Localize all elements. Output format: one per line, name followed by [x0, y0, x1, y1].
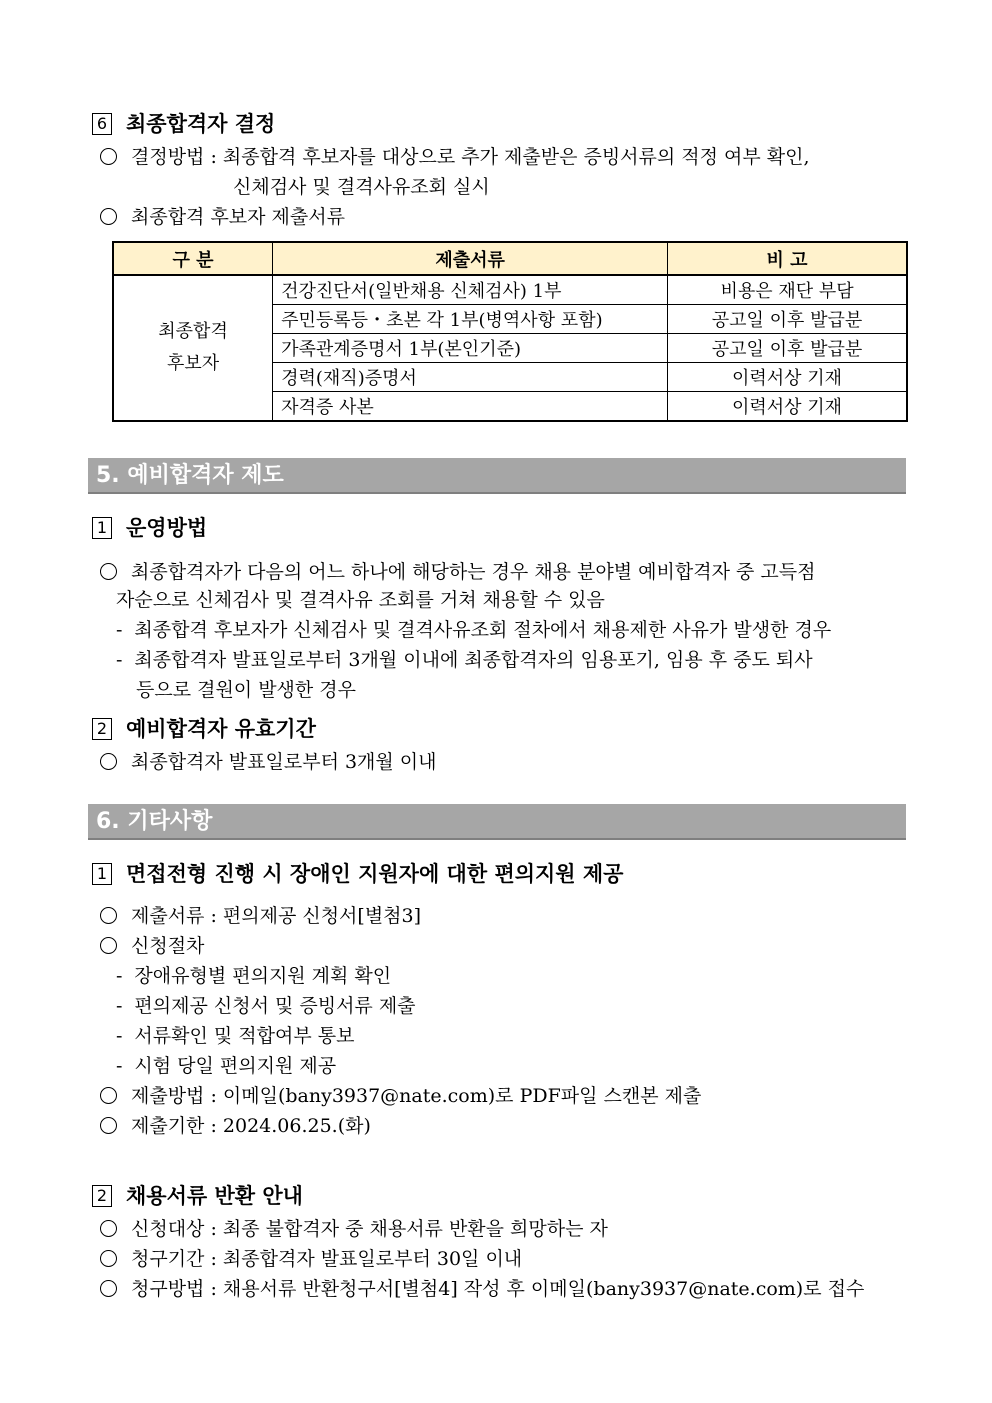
dash-bullet-icon: -: [116, 965, 123, 987]
heading-title: 운영방법: [126, 515, 208, 540]
dash-item: [116, 645, 813, 675]
circle-bullet-icon: [100, 148, 117, 165]
heading-final-decision: [92, 108, 275, 140]
bullet-deadline: [100, 1111, 371, 1141]
number-box: 2: [92, 718, 112, 740]
heading-title: 채용서류 반환 안내: [126, 1183, 303, 1208]
number-box: 1: [92, 517, 112, 539]
bullet-text: 제출기한 : 2024.06.25.(화): [131, 1115, 371, 1137]
header-note: 비 고: [668, 242, 907, 275]
dash-bullet-icon: -: [116, 619, 123, 641]
note-cell: 공고일 이후 발급분: [668, 305, 907, 334]
note-cell: 이력서상 기재: [668, 392, 907, 422]
heading-title: 최종합격자 결정: [126, 111, 276, 136]
circle-bullet-icon: [100, 1280, 117, 1297]
doc-cell: 자격증 사본: [273, 392, 668, 422]
bullet-text: 신청절차: [131, 935, 205, 957]
doc-cell: 가족관계증명서 1부(본인기준): [273, 334, 668, 363]
heading-accommodation: [92, 858, 623, 890]
submission-docs-table: [112, 241, 908, 422]
number-box: 2: [92, 1185, 112, 1207]
heading-title: 예비합격자 유효기간: [126, 716, 316, 741]
circle-bullet-icon: [100, 753, 117, 770]
bullet-submit-method: [100, 1081, 701, 1111]
bullet-procedure: [100, 931, 204, 961]
doc-cell: 주민등록등・초본 각 1부(병역사항 포함): [273, 305, 668, 334]
heading-doc-return: [92, 1180, 303, 1212]
bullet-decision-method: [100, 142, 810, 172]
bullet-text: 청구방법 : 채용서류 반환청구서[별첨4] 작성 후 이메일(bany3937@nate.com)로 접수: [131, 1278, 865, 1300]
category-line: 후보자: [166, 353, 220, 374]
dash-text: 편의제공 신청서 및 증빙서류 제출: [134, 995, 416, 1017]
circle-bullet-icon: [100, 563, 117, 580]
dash-text: 최종합격자 발표일로부터 3개월 이내에 최종합격자의 임용포기, 임용 후 중도 퇴사: [134, 649, 813, 671]
bullet-text: 청구기간 : 최종합격자 발표일로부터 30일 이내: [131, 1248, 523, 1270]
circle-bullet-icon: [100, 1250, 117, 1267]
bullet-text: 신청대상 : 최종 불합격자 중 채용서류 반환을 희망하는 자: [131, 1218, 608, 1240]
bullet-text: 최종합격자가 다음의 어느 하나에 해당하는 경우 채용 분야별 예비합격자 중 고득점: [131, 561, 816, 583]
dash-text: 최종합격 후보자가 신체검사 및 결격사유조회 절차에서 채용제한 사유가 발생한 경우: [134, 619, 832, 641]
dash-bullet-icon: -: [116, 1055, 123, 1077]
category-cell: [113, 275, 273, 421]
circle-bullet-icon: [100, 1117, 117, 1134]
bullet-return-method: [100, 1274, 864, 1304]
table-row: [113, 275, 907, 305]
dash-item: [116, 991, 416, 1021]
doc-cell: 경력(재직)증명서: [273, 363, 668, 392]
doc-cell: 건강진단서(일반채용 신체검사) 1부: [273, 275, 668, 305]
bullet-period: [100, 1244, 522, 1274]
note-cell: 비용은 재단 부담: [668, 275, 907, 305]
heading-validity: [92, 713, 316, 745]
dash-text: 시험 당일 편의지원 제공: [134, 1055, 337, 1077]
bullet-text: 제출서류 : 편의제공 신청서[별첨3]: [131, 905, 422, 927]
note-cell: 공고일 이후 발급분: [668, 334, 907, 363]
header-docs: 제출서류: [273, 242, 668, 275]
circle-bullet-icon: [100, 907, 117, 924]
dash-text: 서류확인 및 적합여부 통보: [134, 1025, 355, 1047]
circle-bullet-icon: [100, 937, 117, 954]
bullet-target: [100, 1214, 608, 1244]
bullet-continuation: 신체검사 및 결격사유조회 실시: [233, 176, 490, 198]
heading-operation: [92, 512, 207, 544]
circle-bullet-icon: [100, 1220, 117, 1237]
bullet-text: 결정방법 : 최종합격 후보자를 대상으로 추가 제출받은 증빙서류의 적정 여부 확인,: [131, 146, 810, 168]
dash-bullet-icon: -: [116, 1025, 123, 1047]
bullet-text: 최종합격 후보자 제출서류: [131, 206, 345, 228]
bullet-text: 제출방법 : 이메일(bany3937@nate.com)로 PDF파일 스캔본 제출: [131, 1085, 702, 1107]
category-line: 최종합격: [158, 321, 228, 342]
bullet-operation: [100, 557, 815, 587]
bullet-validity: [100, 747, 437, 777]
note-cell: 이력서상 기재: [668, 363, 907, 392]
header-category: 구 분: [113, 242, 273, 275]
circle-bullet-icon: [100, 1087, 117, 1104]
dash-bullet-icon: -: [116, 995, 123, 1017]
table-header-row: [113, 242, 907, 275]
section-title-5: 5. 예비합격자 제도: [88, 458, 906, 494]
section-title-6: 6. 기타사항: [88, 804, 906, 840]
heading-title: 면접전형 진행 시 장애인 지원자에 대한 편의지원 제공: [126, 861, 624, 886]
dash-item: [116, 1051, 336, 1081]
dash-item: [116, 615, 831, 645]
bullet-continuation: 자순으로 신체검사 및 결격사유 조회를 거쳐 채용할 수 있음: [116, 589, 605, 611]
number-box: 6: [92, 113, 112, 135]
dash-bullet-icon: -: [116, 649, 123, 671]
bullet-text: 최종합격자 발표일로부터 3개월 이내: [131, 751, 437, 773]
dash-item: [116, 961, 391, 991]
circle-bullet-icon: [100, 208, 117, 225]
number-box: 1: [92, 863, 112, 885]
bullet-docs: [100, 901, 421, 931]
dash-continuation: 등으로 결원이 발생한 경우: [136, 679, 357, 701]
dash-text: 장애유형별 편의지원 계획 확인: [134, 965, 392, 987]
dash-item: [116, 1021, 354, 1051]
bullet-docs-title: [100, 202, 345, 232]
